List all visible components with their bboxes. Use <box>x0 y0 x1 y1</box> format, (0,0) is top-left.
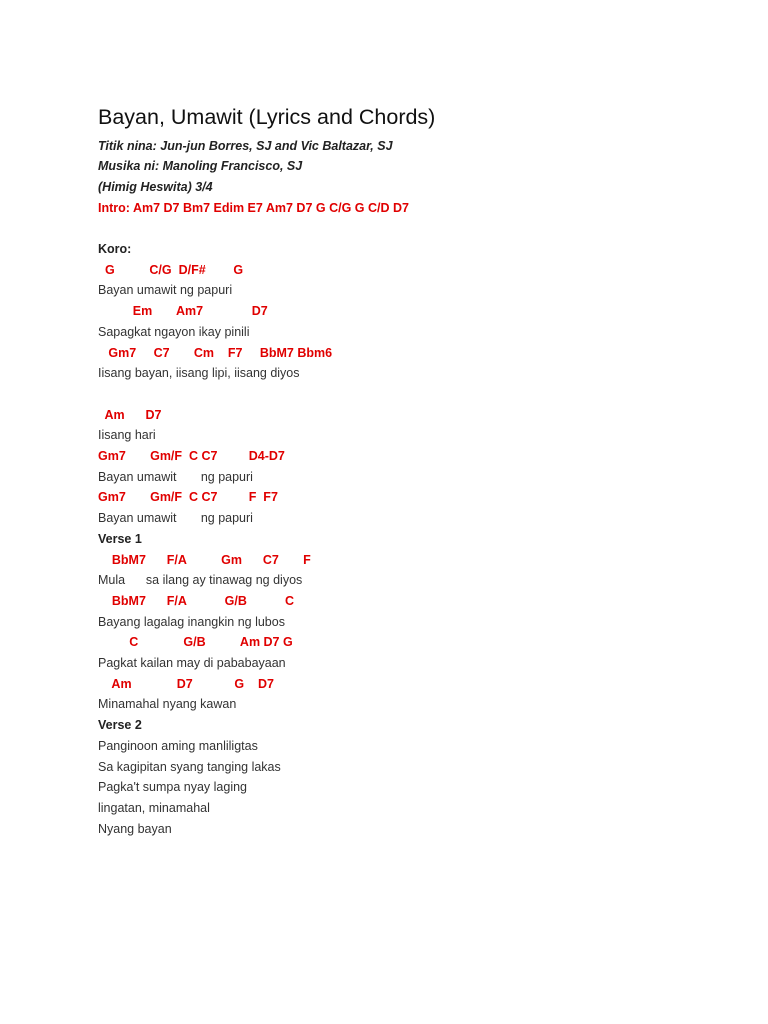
lyric-line: Nyang bayan <box>98 821 172 836</box>
intro-chords: Intro: Am7 D7 Bm7 Edim E7 Am7 D7 G C/G G C/D D7 <box>98 200 409 215</box>
lyric-line: Minamahal nyang kawan <box>98 697 237 712</box>
song-title: Bayan, Umawit (Lyrics and Chords) <box>98 105 436 129</box>
lyric-line: Pagkat kailan may di pababayaan <box>98 656 286 670</box>
lyric-line: Mula sa ilang ay tinawag ng diyos <box>98 573 303 588</box>
chord-line: G C/G D/F# G <box>98 262 244 277</box>
chord-line: BbM7 F/A G/B C <box>98 593 295 608</box>
lyric-line: Sa kagipitan syang tanging lakas <box>98 759 281 774</box>
chord-line: C G/B Am D7 G <box>98 635 293 650</box>
music-credit: Musika ni: Manoling Francisco, SJ <box>98 159 303 174</box>
lyrics-credit: Titik nina: Jun-jun Borres, SJ and Vic Baltazar, SJ <box>98 138 393 153</box>
section-heading: Verse 2 <box>98 718 142 733</box>
lyric-line: Iisang hari <box>98 428 156 443</box>
lyric-line: Sapagkat ngayon ikay pinili <box>98 324 250 339</box>
lyric-line: Pagka't sumpa nyay laging <box>98 780 248 795</box>
lyric-line: Iisang bayan, iisang lipi, iisang diyos <box>98 366 300 381</box>
meter-note: (Himig Heswita) 3/4 <box>98 179 213 194</box>
lyric-line: Bayan umawit ng papuri <box>98 283 233 298</box>
chord-line: Gm7 Gm/F C C7 D4-D7 <box>98 449 285 463</box>
chord-line: BbM7 F/A Gm C7 F <box>98 552 311 567</box>
section-heading: Verse 1 <box>98 531 142 546</box>
chord-line: Gm7 C7 Cm F7 BbM7 Bbm6 <box>98 345 333 360</box>
chord-line: Am D7 G D7 <box>98 676 274 691</box>
section-heading: Koro: <box>98 242 132 256</box>
lyric-line: lingatan, minamahal <box>98 800 210 815</box>
chord-line: Am D7 <box>98 407 162 422</box>
lyric-line: Bayan umawit ng papuri <box>98 511 253 526</box>
lyric-line: Panginoon aming manliligtas <box>98 738 258 753</box>
lyric-line: Bayan umawit ng papuri <box>98 469 253 484</box>
chord-line: Gm7 Gm/F C C7 F F7 <box>98 490 278 505</box>
lyric-line: Bayang lagalag inangkin ng lubos <box>98 614 285 629</box>
chord-line: Em Am7 D7 <box>98 304 268 319</box>
